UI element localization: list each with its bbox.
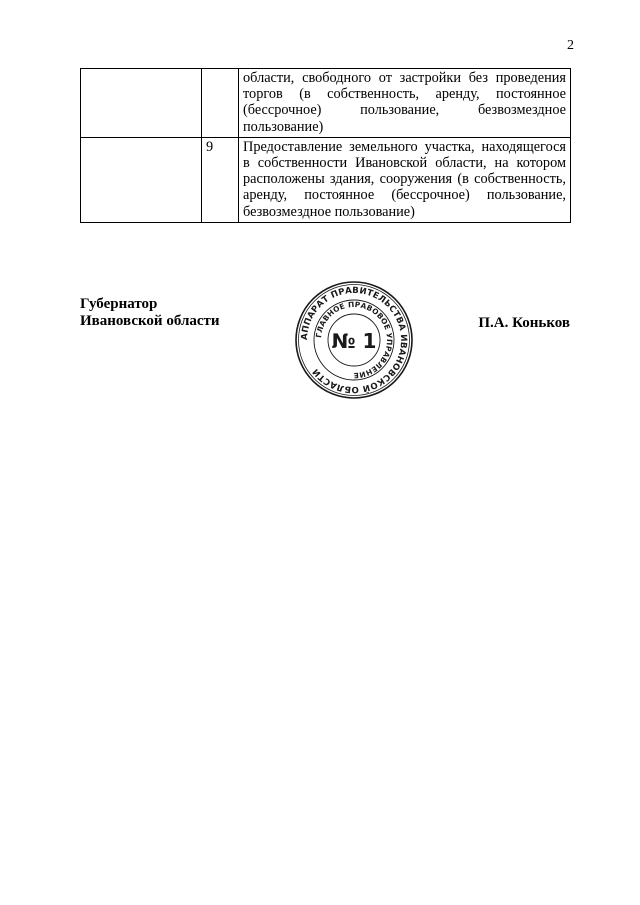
- table-cell-empty: [81, 137, 202, 222]
- table-cell-number: [202, 69, 239, 138]
- services-table: [80, 68, 571, 223]
- seal-outer-text: АППАРАТ ПРАВИТЕЛЬСТВА ИВАНОВСКОЙ ОБЛАСТИ: [299, 285, 409, 395]
- seal-inner-text: ГЛАВНОЕ ПРАВОВОЕ УПРАВЛЕНИЕ: [314, 299, 395, 381]
- seal-center-number: № 1: [331, 329, 377, 353]
- table-cell-description: области, свободного от застройки без проведения торгов (в собственность, аренду, постоянное (бессрочное) пользование, безвозмездное пользование): [239, 69, 571, 138]
- official-seal-stamp: [292, 278, 416, 402]
- table-row: [81, 69, 571, 138]
- signatory-position-line2: Ивановской области: [80, 313, 220, 329]
- signatory-position-line1: Губернатор: [80, 296, 158, 312]
- table-cell-description: Предоставление земельного участка, находящегося в собственности Ивановской области, на котором расположены здания, сооружения (в собственность, аренду, постоянное (бессрочное) пользование, безвозмездное пользование): [239, 137, 571, 222]
- signatory-position: [80, 296, 220, 330]
- page-number: 2: [567, 38, 574, 53]
- table-row: [81, 137, 571, 222]
- signatory-name: П.А. Коньков: [478, 315, 570, 331]
- table-cell-empty: [81, 69, 202, 138]
- table-cell-number: 9: [202, 137, 239, 222]
